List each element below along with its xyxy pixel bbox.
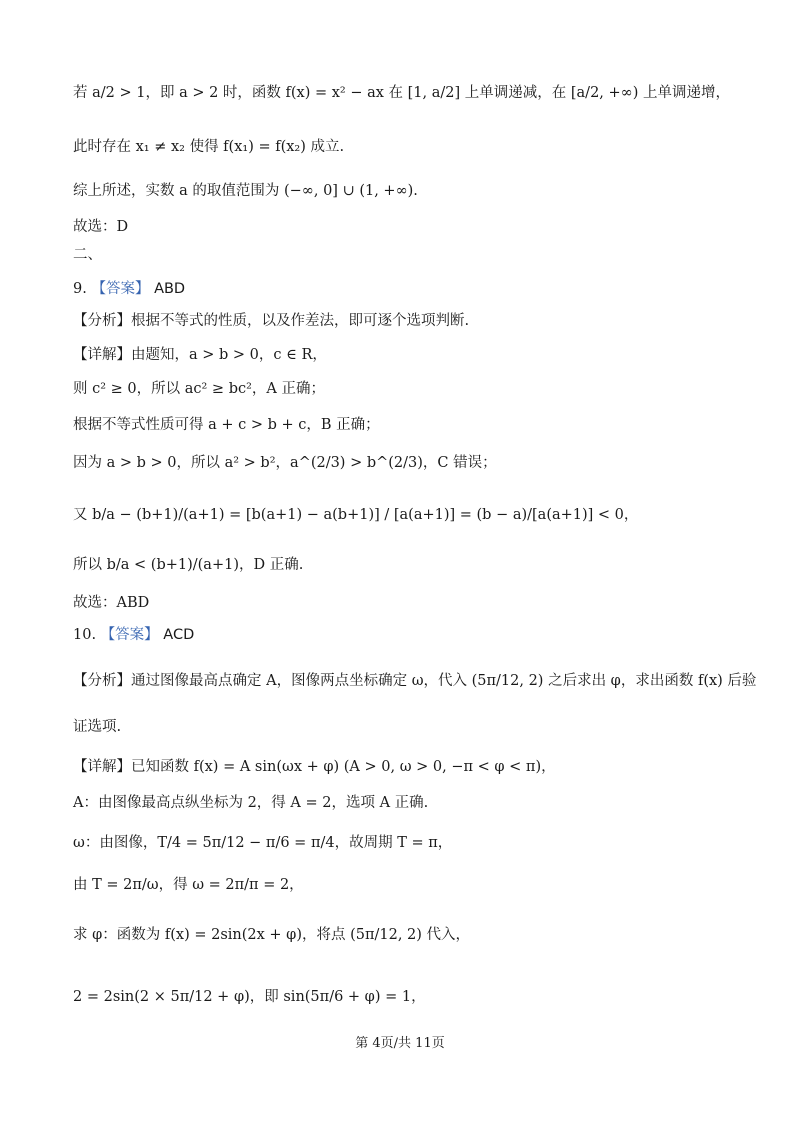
text-line: 综上所述，实数 a 的取值范围为 (−∞, 0] ∪ (1, +∞). [73,183,418,199]
answer-line-9 [73,278,740,300]
section-heading: 二、 [73,247,102,263]
text-line: 因为 a > b > 0，所以 a² > b²，a^(2/3) > b^(2/3)，C 错误； [73,455,497,471]
page-footer: 第 4页/共 11页 [355,1036,445,1051]
text-line: 又 b/a − (b+1)/(a+1) = [b(a+1) − a(b+1)] / [a(a+1)] = (b − a)/[a(a+1)] < 0， [73,507,639,523]
text-line: 则 c² ≥ 0，所以 ac² ≥ bc²，A 正确； [73,381,325,397]
text-line: 由 T = 2π/ω，得 ω = 2π/π = 2， [73,877,304,893]
text-line: 证选项. [73,719,122,735]
text-line: 此时存在 x₁ ≠ x₂ 使得 f(x₁) = f(x₂) 成立. [73,139,345,155]
text-line: 【分析】通过图像最高点确定 A，图像两点坐标确定 ω，代入 (5π/12, 2) 之后求出 φ，求出函数 f(x) 后验 [73,673,757,689]
text-line: 故选：D [73,219,129,235]
answer-value: ABD [154,281,186,297]
answer-value: ACD [163,627,195,643]
text-line: 若 a/2 > 1，即 a > 2 时，函数 f(x) = x² − ax 在 [1, a/2] 上单调递减，在 [a/2, +∞) 上单调递增， [73,85,731,101]
text-line: 2 = 2sin(2 × 5π/12 + φ)，即 sin(5π/6 + φ) = 1， [73,989,426,1005]
question-number: 9. [73,281,87,297]
question-number: 10. [73,627,97,643]
text-line: A：由图像最高点纵坐标为 2，得 A = 2，选项 A 正确. [73,795,429,811]
text-line: ω：由图像，T/4 = 5π/12 − π/6 = π/4，故周期 T = π， [73,835,453,851]
text-line: 【详解】由题知，a > b > 0，c ∈ R， [73,347,327,363]
text-line: 故选：ABD [73,595,150,611]
answer-line-10 [73,624,740,646]
text-line: 求 φ：函数为 f(x) = 2sin(2x + φ)，将点 (5π/12, 2) 代入， [73,927,471,943]
answer-tag: 【答案】 [100,627,159,643]
text-line: 根据不等式性质可得 a + c > b + c，B 正确； [73,417,380,433]
answer-tag: 【答案】 [91,281,150,297]
text-line: 所以 b/a < (b+1)/(a+1)，D 正确. [73,557,304,573]
text-line: 【分析】根据不等式的性质，以及作差法，即可逐个选项判断. [73,313,470,329]
text-line: 【详解】已知函数 f(x) = A sin(ωx + φ) (A > 0, ω > 0, −π < φ < π)， [73,759,556,775]
